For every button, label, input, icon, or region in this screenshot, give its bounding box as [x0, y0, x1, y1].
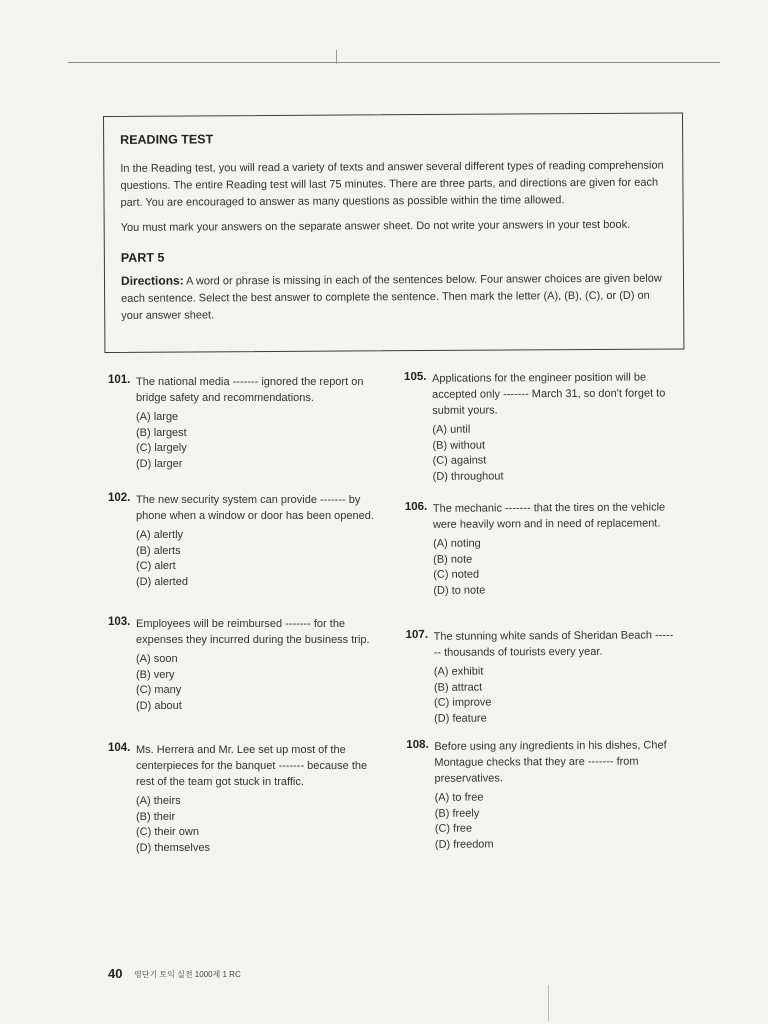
- choice-b: (B) alerts: [136, 544, 181, 557]
- question-number: 101.: [108, 374, 131, 386]
- question-105: [404, 369, 675, 501]
- answer-choices: [434, 663, 676, 726]
- question-104: [108, 742, 378, 856]
- choice-a: (A) until: [432, 423, 471, 436]
- question-number: 108.: [406, 738, 429, 751]
- choice-a: (A) theirs: [136, 795, 181, 807]
- answer-sheet-note: You must mark your answers on the separate answer sheet. Do not write your answers in your test book.: [120, 218, 631, 234]
- choice-d: (D) to note: [433, 584, 486, 597]
- question-stem: The stunning white sands of Sheridan Beach ------- thousands of tourists every year.: [433, 629, 674, 659]
- header-rule: [68, 62, 720, 63]
- choice-c: (C) free: [434, 822, 473, 835]
- question-106: [405, 499, 676, 629]
- question-stem: The national media ------- ignored the report on bridge safety and recommendations.: [136, 376, 364, 404]
- choice-c: (C) many: [136, 684, 182, 696]
- choice-b: (B) very: [136, 668, 175, 681]
- choice-c: (C) alert: [136, 560, 176, 572]
- choice-c: (C) their own: [136, 826, 199, 838]
- question-101: [108, 374, 378, 492]
- section-title: READING TEST: [120, 132, 214, 147]
- answer-choices: [136, 410, 378, 472]
- questions-left-column: [108, 374, 378, 856]
- answer-choices: [435, 789, 677, 852]
- choice-b: (B) attract: [433, 681, 483, 694]
- question-103: [108, 616, 378, 742]
- question-stem: Applications for the engineer position will be accepted only ------- March 31, so don't forget to submit yours.: [432, 371, 666, 417]
- choice-d: (D) about: [136, 699, 182, 712]
- question-stem: Before using any ingredients in his dishes, Chef Montague checks that they are ------- from preservatives.: [434, 739, 667, 785]
- choice-c: (C) against: [432, 454, 487, 467]
- questions-right-column: [404, 369, 677, 853]
- choice-b: (B) freely: [434, 807, 480, 820]
- question-number: 102.: [108, 492, 131, 504]
- answer-choices: [433, 535, 675, 598]
- question-stem: Employees will be reimbursed ------- for the expenses they incurred during the business trip.: [136, 618, 370, 646]
- question-102: [108, 492, 378, 616]
- choice-b: (B) their: [136, 810, 176, 823]
- answer-choices: [136, 528, 378, 590]
- choice-d: (D) themselves: [136, 841, 210, 854]
- question-stem: The mechanic ------- that the tires on the vehicle were heavily worn and in need of replacement.: [432, 501, 666, 531]
- question-stem: Ms. Herrera and Mr. Lee set up most of the centerpieces for the banquet ------- because the rest of the team got stuck in traffic.: [136, 744, 368, 788]
- choice-d: (D) alerted: [136, 575, 188, 588]
- question-number: 105.: [404, 370, 427, 383]
- choice-c: (C) noted: [433, 568, 480, 581]
- question-number: 106.: [404, 500, 428, 513]
- instructions-box: [103, 112, 684, 353]
- choice-b: (B) note: [433, 553, 473, 566]
- choice-a: (A) to free: [434, 791, 484, 804]
- book-title: 영단기 토익 실전 1000제 1 RC: [134, 970, 241, 979]
- choice-b: (B) without: [432, 439, 486, 452]
- choice-a: (A) alertly: [136, 529, 184, 541]
- answer-choices: [136, 652, 378, 714]
- question-number: 107.: [405, 628, 429, 641]
- choice-b: (B) largest: [136, 426, 187, 439]
- question-stem: The new security system can provide ------- by phone when a window or door has been opened.: [136, 494, 374, 522]
- scan-artifact: [548, 985, 549, 1021]
- part-title: PART 5: [120, 250, 165, 265]
- directions-text: A word or phrase is missing in each of the sentences below. Four answer choices are given below each sentence. Select the best answer to complete the sentence. Then mark the letter (A), (B), (C), or (D) on your answer sheet.: [121, 272, 662, 322]
- directions-label: Directions:: [120, 273, 184, 288]
- choice-a: (A) noting: [433, 537, 481, 550]
- choice-c: (C) improve: [433, 696, 492, 709]
- choice-a: (A) large: [136, 411, 179, 423]
- intro-paragraph: In the Reading test, you will read a variety of texts and answer several different types of reading comprehension questions. The entire Reading test will last 75 minutes. There are three parts, and directions are given for each part. You are encouraged to answer as many questions as possible within the time allowed.: [120, 159, 664, 209]
- choice-d: (D) throughout: [432, 469, 504, 483]
- choice-a: (A) exhibit: [433, 665, 484, 678]
- directions: [121, 270, 671, 325]
- choice-c: (C) largely: [136, 442, 187, 454]
- question-number: 104.: [108, 742, 131, 754]
- question-number: 103.: [108, 616, 131, 628]
- question-107: [406, 627, 677, 739]
- choice-d: (D) freedom: [434, 837, 494, 851]
- choice-a: (A) soon: [136, 653, 178, 665]
- page-number: 40: [108, 966, 123, 981]
- answer-choices: [136, 794, 378, 856]
- choice-d: (D) feature: [434, 712, 487, 725]
- choice-d: (D) larger: [136, 457, 183, 470]
- header-tick: [336, 50, 337, 64]
- answer-choices: [432, 421, 674, 484]
- question-108: [406, 737, 677, 853]
